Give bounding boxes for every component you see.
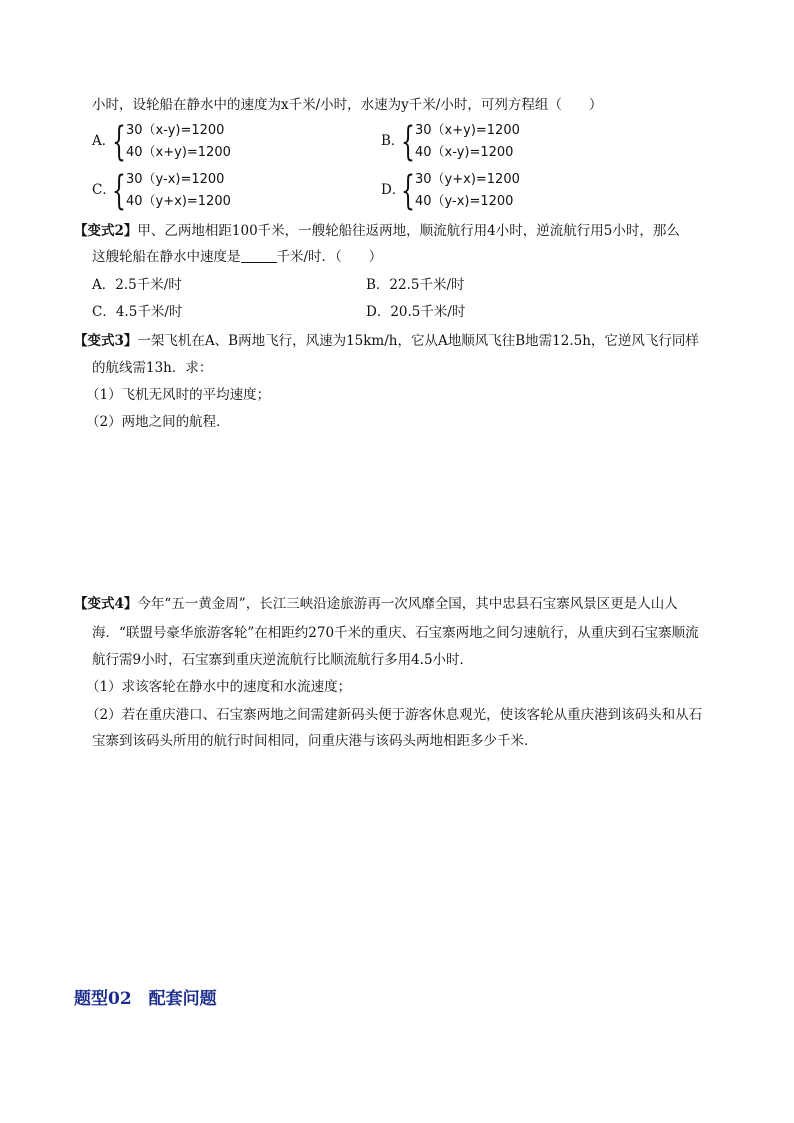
option-text: 2.5千米/时 [115,277,182,293]
brace-icon: { [401,168,415,214]
q1-option-b-system [401,120,561,164]
q1-option-a-system [112,120,272,164]
q3-sub-2: （2）两地之间的航程． [86,414,230,430]
q1-option-b-label: B． [381,133,405,149]
q4-line-2: 海．“联盟号豪华旅游客轮”在相距约270千米的重庆、石宝寨两地之间匀速航行，从重庆到石宝寨顺流 [92,625,699,641]
q1-text: 小时，设轮船在静水中的速度为x千米/小时，水速为y千米/小时，可列方程组（ ） [92,97,603,113]
q4-text: 今年“五一黄金周”，长江三峡沿途旅游再一次风靡全国，其中忠县石宝寨风景区更是人山人 [137,596,678,612]
q1-option-d-system [401,169,561,213]
q1-option-c-system [112,169,272,213]
q3-line-1 [74,332,699,350]
equation: 30（y-x)=1200 [126,172,225,187]
q4-tag: 【变式4】 [74,596,138,612]
option-text: 20.5千米/时 [390,304,466,320]
section-heading: 题型02 配套问题 [74,989,217,1009]
equation: 30（x-y)=1200 [126,123,225,138]
brace-icon: { [401,119,415,165]
q2-line-2 [92,248,382,266]
q2-text: 甲、乙两地相距100千米，一艘轮船往返两地，顺流航行用4小时，逆流航行用5小时，那么 [137,223,680,239]
option-text: 22.5千米/时 [389,277,465,293]
q4-line-1 [74,595,678,613]
brace-icon: { [112,168,126,214]
q2-option-d [366,303,465,321]
brace-icon: { [112,119,126,165]
q2-text: 千米/时．（ ） [276,249,383,265]
option-text: 4.5千米/时 [115,304,183,320]
equation: 40（y-x)=1200 [415,194,514,209]
equation: 30（y+x)=1200 [415,172,520,187]
q2-text: 这艘轮船在静水中速度是 [92,249,241,265]
q3-text: 一架飞机在A、B两地飞行，风速为15km/h，它从A地顺风飞往B地需12.5h，它逆风飞行同样 [137,333,699,349]
equation: 30（x+y)=1200 [415,123,520,138]
equation: 40（x+y)=1200 [126,145,231,160]
q3-tag: 【变式3】 [74,333,138,349]
q1-option-a-label: A． [92,133,116,149]
q4-sub-2b: 宝寨到该码头所用的航行时间相同，问重庆港与该码头两地相距多少千米． [92,733,538,749]
q2-option-b [366,276,465,294]
equation: 40（y+x)=1200 [126,194,231,209]
q2-tag: 【变式2】 [74,223,138,239]
q2-option-c [92,303,182,321]
q4-line-3: 航行需9小时，石宝寨到重庆逆流航行比顺流航行多用4.5小时． [92,652,474,668]
q3-sub-1: （1）飞机无风时的平均速度； [86,387,271,403]
equation: 40（x-y)=1200 [415,145,514,160]
q2-option-a [92,276,182,294]
q3-line-2: 的航线需13h．求： [92,360,213,376]
q1-option-c-label: C． [92,182,116,198]
q4-sub-2a: （2）若在重庆港口、石宝寨两地之间需建新码头便于游客休息观光，使该客轮从重庆港到该码头和从石 [86,707,703,723]
answer-blank [241,248,277,263]
q2-line-1 [74,222,680,240]
option-label: A． [92,277,116,293]
option-label: C． [92,304,116,320]
q4-sub-1: （1）求该客轮在静水中的速度和水流速度； [86,679,352,695]
option-label: D． [366,304,391,320]
q1-option-d-label: D． [381,182,406,198]
option-label: B． [366,277,390,293]
